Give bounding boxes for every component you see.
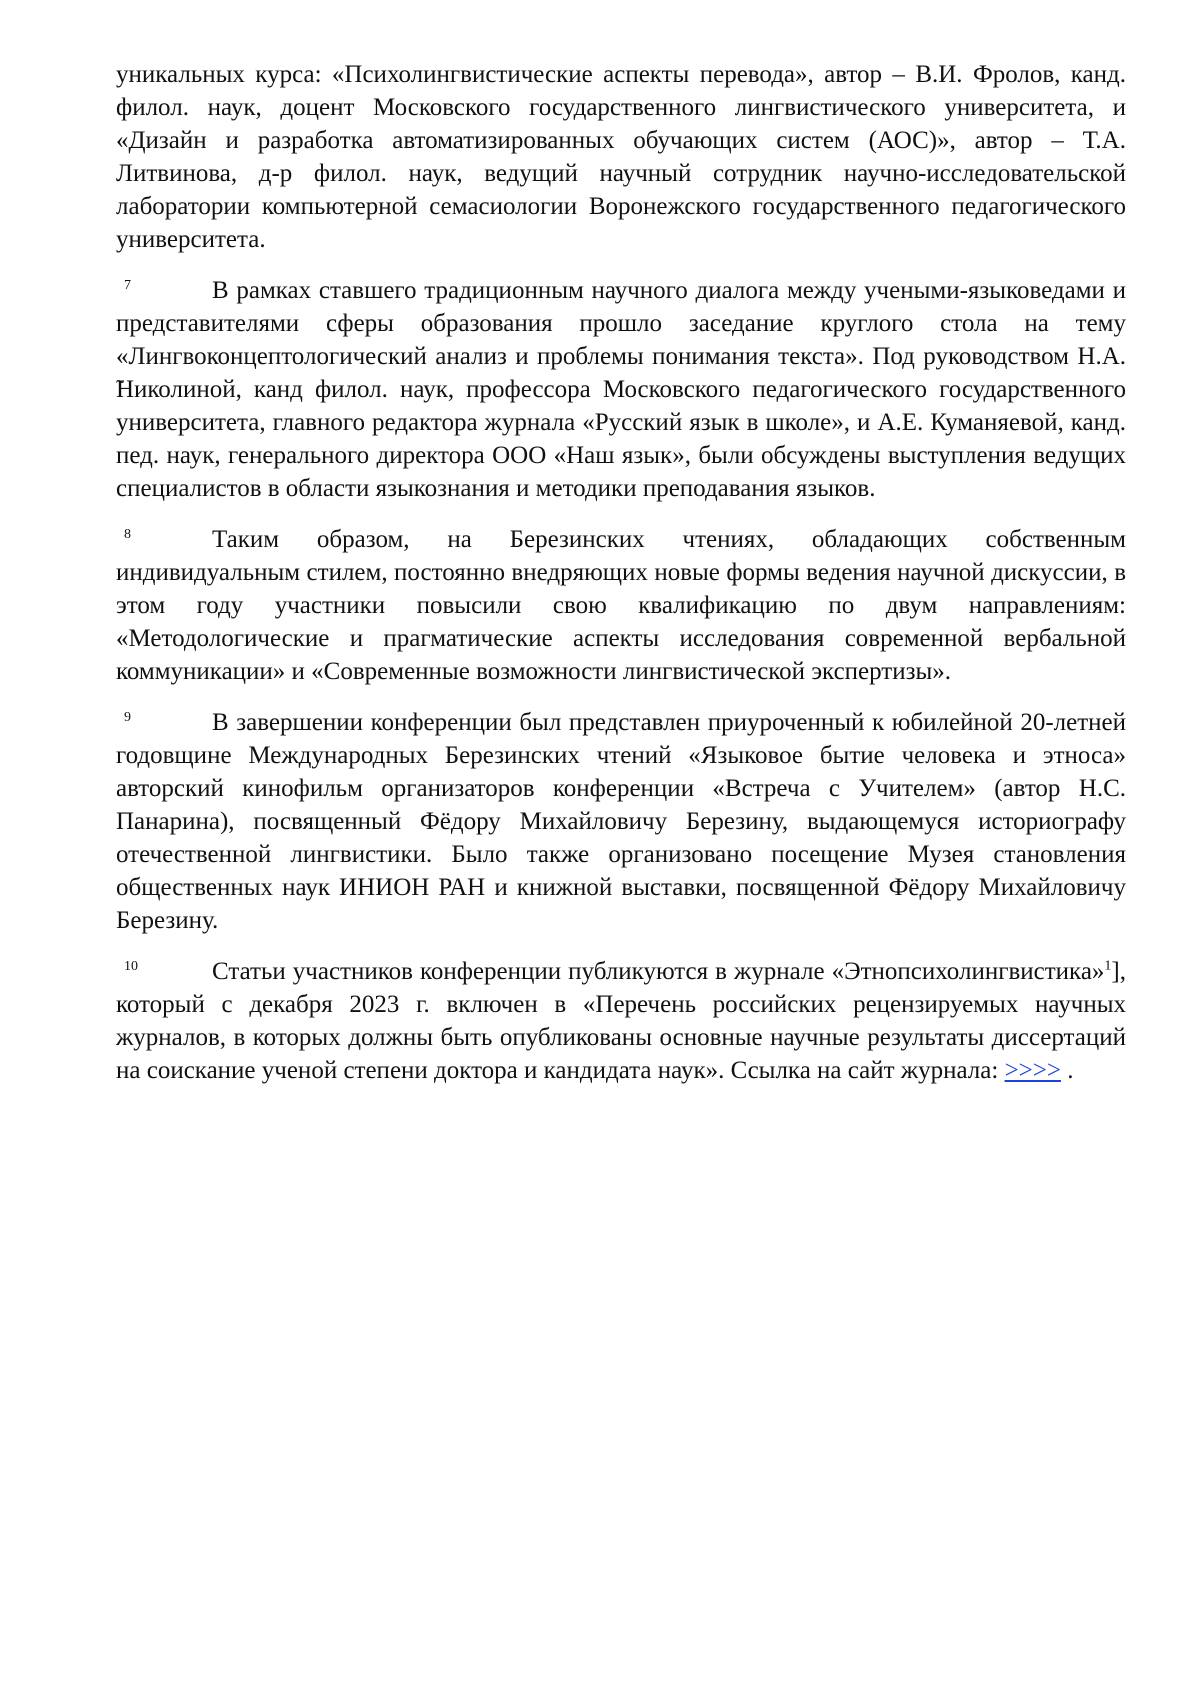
- journal-site-link[interactable]: >>>>: [1005, 1057, 1061, 1084]
- paragraph-number: 9: [124, 710, 131, 726]
- footnote-reference[interactable]: 1: [1104, 959, 1111, 974]
- paragraph-text: Таким образом, на Березинских чтениях, обладающих собственным индивидуальным стилем, постоянно внедряющих новые формы ведения научной дискуссии, в этом году участники повысили свою квалификацию по двум направлениям: «Методологические и прагматические аспекты исследования современной вербальной коммуникации» и «Современные возможности лингвистической экспертизы».: [116, 526, 1126, 685]
- paragraph-9: [116, 706, 1126, 937]
- paragraph-10: [116, 955, 1126, 1087]
- paragraph-text: уникальных курса: «Психолингвистические аспекты перевода», автор – В.И. Фролов, канд. филол. наук, доцент Московского государственного лингвистического университета, и «Дизайн и разработка автоматизированных обучающих систем (АОС)», автор – Т.А. Литвинова, д-р филол. наук, ведущий научный сотрудник научно-исследовательской лаборатории компьютерной семасиологии Воронежского государственного педагогического университета.: [116, 61, 1126, 253]
- paragraph-number: 8: [124, 527, 131, 543]
- paragraph-text-after-ref: ], который с декабря 2023 г. включен в «Перечень российских рецензируемых научных журналов, в которых должны быть опубликованы основные научные результаты диссертаций на соискание ученой степени доктора и кандидата наук». Ссылка на сайт журнала:: [116, 958, 1126, 1084]
- document-page: [0, 0, 1200, 1698]
- paragraph-text-before-ref: Статьи участников конференции публикуются в журнале «Этнопсихолингвистика»: [212, 958, 1104, 985]
- paragraph-continuation: [116, 58, 1126, 256]
- paragraph-text-end: .: [1061, 1057, 1074, 1084]
- paragraph-text: В завершении конференции был представлен приуроченный к юбилейной 20-летней годовщине Международных Березинских чтений «Языковое бытие человека и этноса» авторский кинофильм организаторов конференции «Встреча с Учителем» (автор Н.С. Панарина), посвященный Фёдору Михайловичу Березину, выдающемуся историографу отечественной лингвистики. Было также организовано посещение Музея становления общественных наук ИНИОН РАН и книжной выставки, посвященной Фёдору Михайловичу Березину.: [116, 709, 1126, 934]
- paragraph-number: 7: [124, 278, 131, 294]
- article-body: [116, 58, 1126, 1105]
- paragraph-7: [116, 274, 1126, 505]
- paragraph-number: 10: [124, 959, 138, 975]
- paragraph-text: В рамках ставшего традиционным научного диалога между учеными-языковедами и представителями сферы образования прошло заседание круглого стола на тему «Лингвоконцептологический анализ и проблемы понимания текста». Под руководством Н.А. ̃Николиной, канд филол. наук, профессора Московского педагогического государственного университета, главного редактора журнала «Русский язык в школе», и А.Е. Куманяевой, канд. пед. наук, генерального директора ООО «Наш язык», были обсуждены выступления ведущих специалистов в области языкознания и методики преподавания языков.: [116, 277, 1126, 502]
- paragraph-8: [116, 523, 1126, 688]
